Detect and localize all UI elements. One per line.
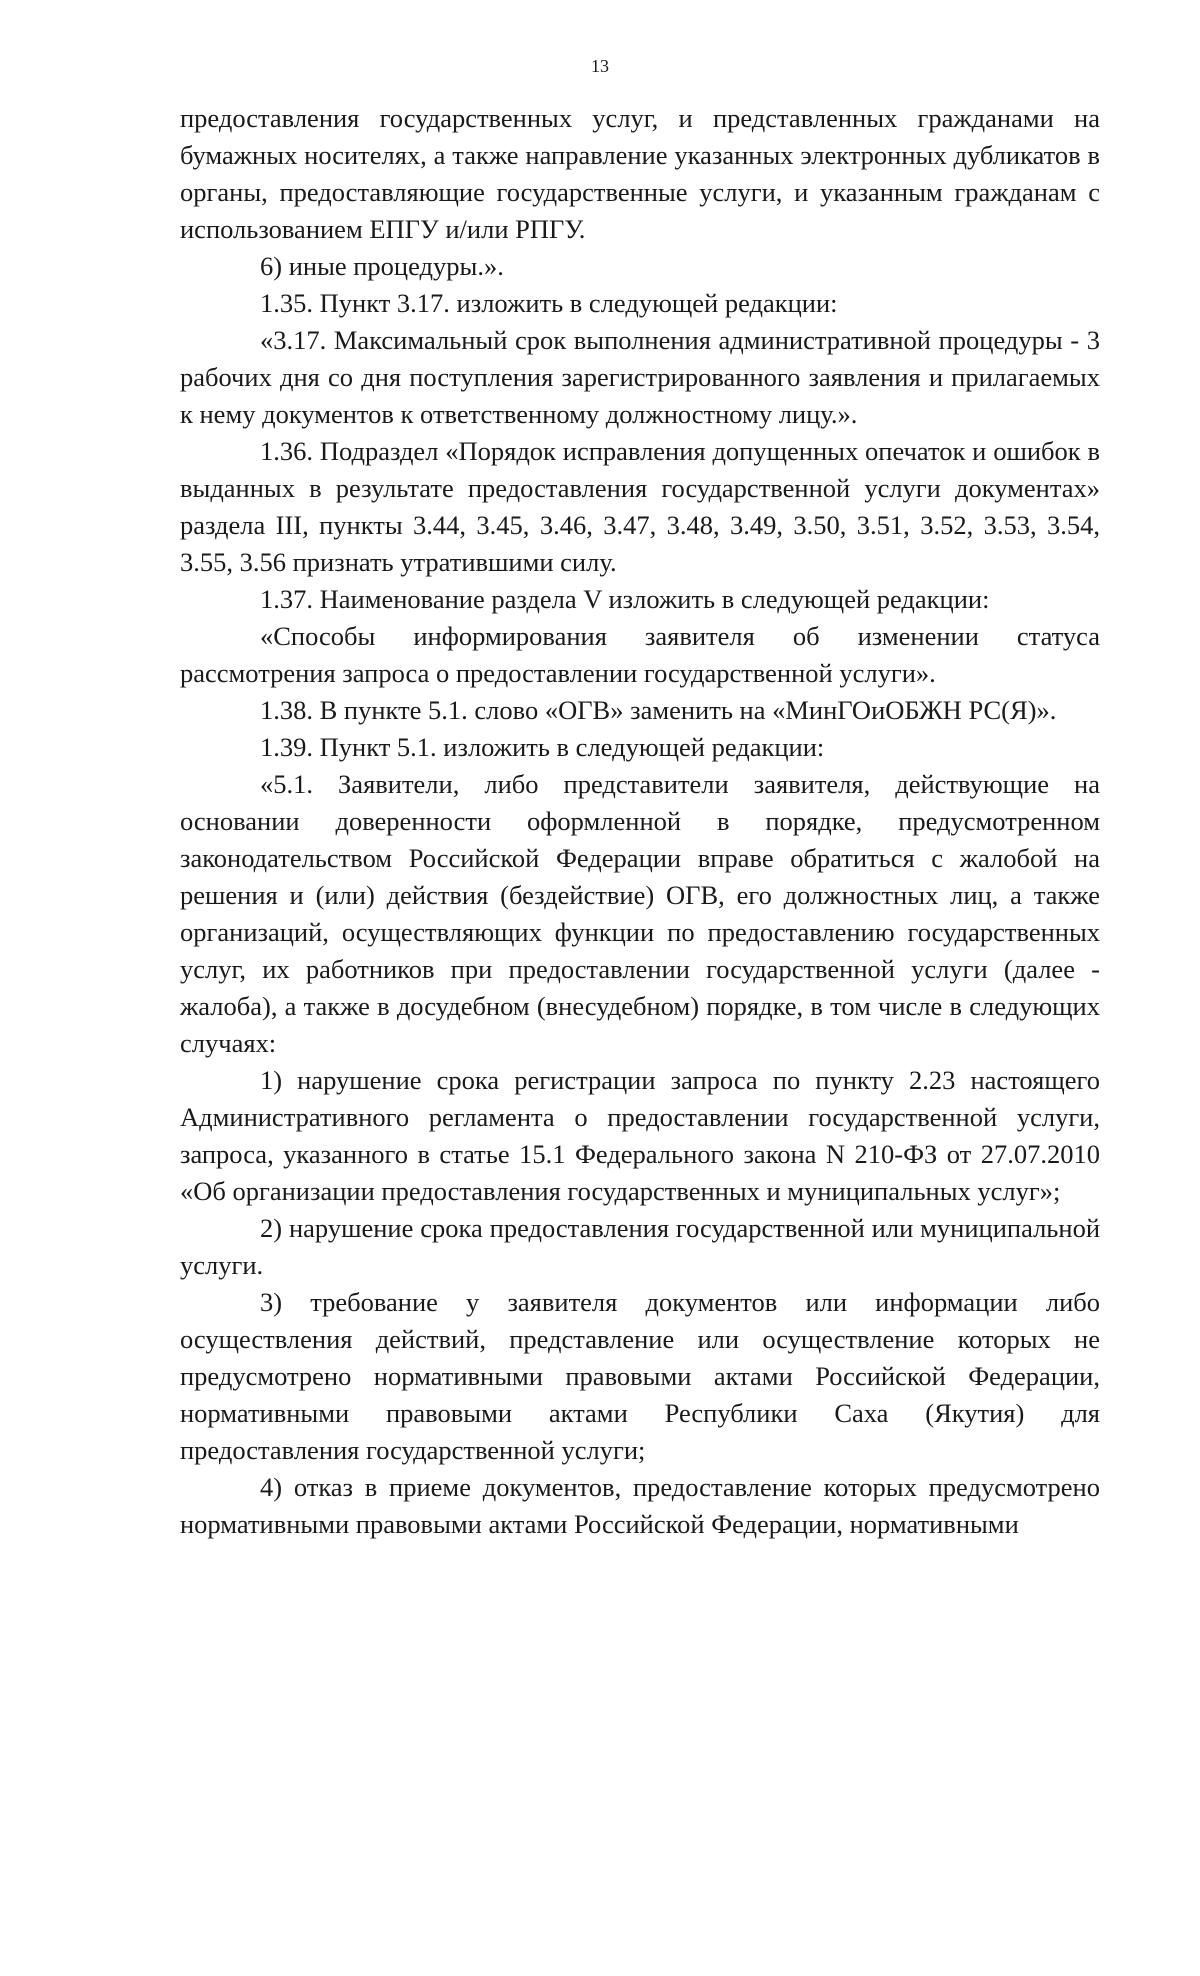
paragraph-item-6: 6) иные процедуры.». (260, 251, 504, 281)
paragraph-case-3: 3) требование у заявителя документов или информации либо осуществления действий, представление или осуществление которых не предусмотрено нормативными правовыми актами Российской Федерации, нормативными правовыми актами Республики Саха (Якутия) для предоставления государственной услуги; (180, 1287, 1100, 1465)
paragraph-1-38: 1.38. В пункте 5.1. слово «ОГВ» заменить на «МинГОиОБЖН РС(Я)». (260, 695, 1057, 725)
paragraph-continuation: предоставления государственных услуг, и представленных гражданами на бумажных носителях, а также направление указанных электронных дубликатов в органы, предоставляющие государственные услуги, и указанным гражданам с использованием ЕПГУ и/или РПГУ. (180, 103, 1100, 244)
paragraph-case-1: 1) нарушение срока регистрации запроса по пункту 2.23 настоящего Административного регламента о предоставлении государственной услуги, запроса, указанного в статье 15.1 Федерального закона N 210-ФЗ от 27.07.2010 «Об организации предоставления государственных и муниципальных услуг»; (180, 1065, 1100, 1206)
paragraph-1-39: 1.39. Пункт 5.1. изложить в следующей редакции: (260, 732, 825, 762)
paragraph-1-37: 1.37. Наименование раздела V изложить в следующей редакции: (260, 584, 990, 614)
paragraph-quote-section-v-title: «Способы информирования заявителя об изменении статуса рассмотрения запроса о предоставлении государственной услуги». (180, 621, 1100, 688)
paragraph-1-35: 1.35. Пункт 3.17. изложить в следующей редакции: (260, 288, 838, 318)
paragraph-case-4: 4) отказ в приеме документов, предоставление которых предусмотрено нормативными правовыми актами Российской Федерации, нормативными (180, 1472, 1100, 1539)
paragraph-1-36: 1.36. Подраздел «Порядок исправления допущенных опечаток и ошибок в выданных в результате предоставления государственной услуги документах» раздела III, пункты 3.44, 3.45, 3.46, 3.47, 3.48, 3.49, 3.50, 3.51, 3.52, 3.53, 3.54, 3.55, 3.56 признать утратившими силу. (180, 436, 1100, 577)
paragraph-quote-3-17: «3.17. Максимальный срок выполнения административной процедуры - 3 рабочих дня со дня поступления зарегистрированного заявления и прилагаемых к нему документов к ответственному должностному лицу.». (180, 325, 1100, 429)
paragraph-case-2: 2) нарушение срока предоставления государственной или муниципальной услуги. (180, 1213, 1100, 1280)
paragraph-quote-5-1: «5.1. Заявители, либо представители заявителя, действующие на основании доверенности оформленной в порядке, предусмотренном законодательством Российской Федерации вправе обратиться с жалобой на решения и (или) действия (бездействие) ОГВ, его должностных лиц, а также организаций, осуществляющих функции по предоставлению государственных услуг, их работников при предоставлении государственной услуги (далее - жалоба), а также в досудебном (внесудебном) порядке, в том числе в следующих случаях: (180, 769, 1100, 1058)
page-number: 13 (591, 56, 609, 76)
document-body (180, 100, 1100, 1543)
